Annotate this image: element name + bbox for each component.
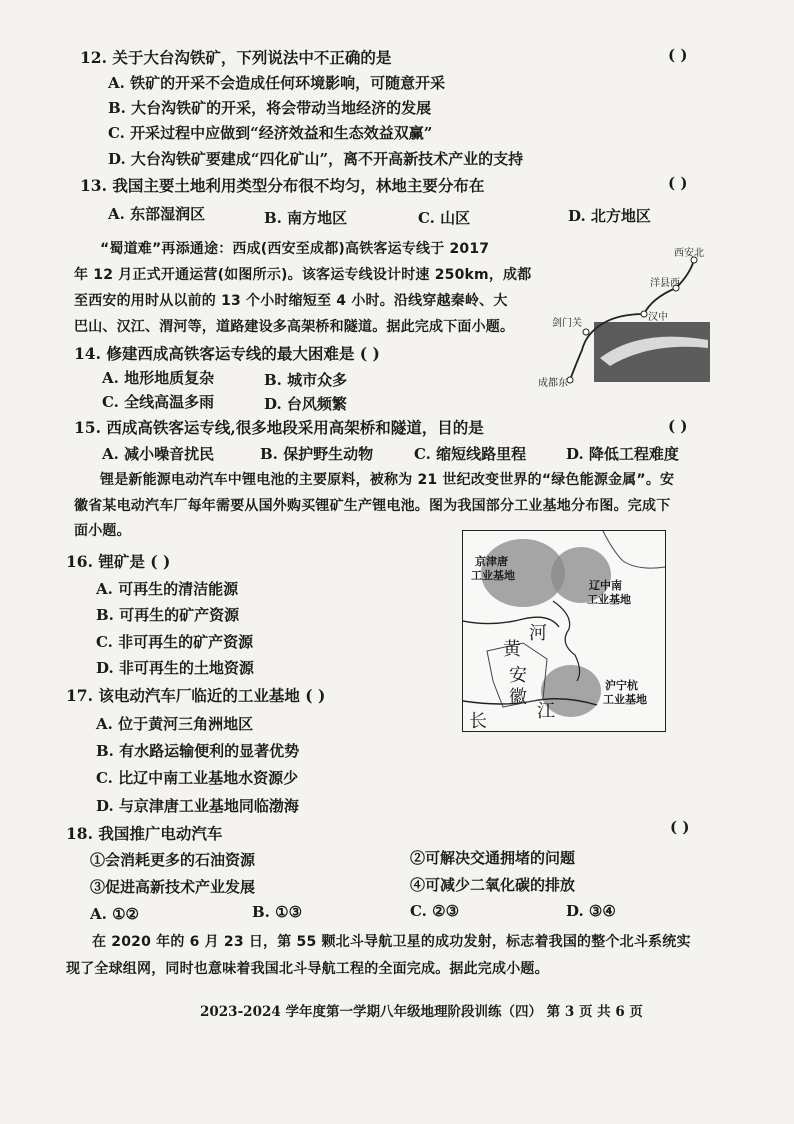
q17-stem: 17. 该电动汽车厂临近的工业基地 ( ) [66,686,326,705]
liaozhongnan-base-label: 工业基地 [587,593,631,606]
q13-option-b[interactable]: B. 南方地区 [264,209,348,227]
q12-option-d[interactable]: D. 大台沟铁矿要建成“四化矿山”，离不开高新技术产业的支持 [108,150,524,168]
q15-stem: 15. 西成高铁客运专线,很多地段采用高架桥和隧道，目的是 [74,418,484,437]
railway-map-svg [530,238,730,388]
station-dot-jianmen [583,329,589,335]
q14-stem: 14. 修建西成高铁客运专线的最大困难是 ( ) [74,344,380,363]
q18-item-1: ①会消耗更多的石油资源 [90,851,256,869]
q18-option-c[interactable]: C. ②③ [410,902,460,920]
q15-option-a[interactable]: A. 减小噪音扰民 [102,445,215,463]
q12-option-a[interactable]: A. 铁矿的开采不会造成任何环境影响，可随意开采 [108,74,446,92]
q12-option-c[interactable]: C. 开采过程中应做到“经济效益和生态效益双赢” [108,124,433,142]
q12-answer-bracket[interactable]: ( ) [668,46,688,64]
q18-stem: 18. 我国推广电动汽车 [66,824,223,843]
jingjintang-base-label: 工业基地 [471,569,515,582]
q17-option-d[interactable]: D. 与京津唐工业基地同临渤海 [96,797,299,815]
q18-option-a[interactable]: A. ①② [90,905,139,923]
liaozhongnan-label: 辽中南 [589,579,622,592]
station-label-yangxian: 洋县西 [650,278,680,289]
q14-option-c[interactable]: C. 全线高温多雨 [102,393,215,411]
q17-option-c[interactable]: C. 比辽中南工业基地水资源少 [96,769,299,787]
passage1-line-1: “蜀道难”再添通途：西成(西安至成都)高铁客运专线于 2017 [100,241,490,257]
q13-option-c[interactable]: C. 山区 [418,209,471,227]
q16-stem: 16. 锂矿是 ( ) [66,552,171,571]
station-label-xian: 西安北 [674,248,704,259]
passage1-line-3: 至西安的用时从以前的 13 个小时缩短至 4 小时。沿线穿越秦岭、大 [74,293,508,309]
page-footer: 2023-2024 学年度第一学期八年级地理阶段训练（四） 第 3 页 共 6 页 [200,1004,643,1020]
q17-option-b[interactable]: B. 有水路运输便利的显著优势 [96,742,300,760]
q13-option-d[interactable]: D. 北方地区 [568,207,651,225]
passage2-line-2: 徽省某电动汽车厂每年需要从国外购买锂矿生产锂电池。图为我国部分工业基地分布图。完成下 [74,498,671,514]
q14-option-d[interactable]: D. 台风频繁 [264,395,347,413]
q14-option-a[interactable]: A. 地形地质复杂 [102,369,215,387]
passage1-line-4: 巴山、汉江、渭河等，道路建设多高架桥和隧道。据此完成下面小题。 [74,319,515,335]
passage3-line-1: 在 2020 年的 6 月 23 日，第 55 颗北斗导航卫星的成功发射，标志着我国的整个北斗系统实 [92,934,691,950]
q18-option-b[interactable]: B. ①③ [252,903,303,921]
q18-item-3: ③促进高新技术产业发展 [90,878,256,896]
q13-option-a[interactable]: A. 东部湿润区 [108,205,206,223]
river-char-jiang: 江 [537,701,555,722]
passage2-line-1: 锂是新能源电动汽车中锂电池的主要原料，被称为 21 世纪改变世界的“绿色能源金属”。安 [100,472,675,488]
station-label-jianmen: 剑门关 [552,318,582,329]
q12-option-b[interactable]: B. 大台沟铁矿的开采，将会带动当地经济的发展 [108,99,432,117]
railway-map [530,238,730,388]
huningkang-base-label: 工业基地 [603,693,647,706]
passage1-line-2: 年 12 月正式开通运营(如图所示)。该客运专线设计时速 250km，成都 [74,267,532,283]
station-label-hanzhong: 汉中 [648,312,668,323]
q12-stem: 12. 关于大台沟铁矿，下列说法中不正确的是 [80,48,392,67]
province-char-hui: 徽 [509,687,527,708]
q15-option-d[interactable]: D. 降低工程难度 [566,445,679,463]
q15-option-b[interactable]: B. 保护野生动物 [260,445,374,463]
q17-option-a[interactable]: A. 位于黄河三角洲地区 [96,715,254,733]
q18-item-4: ④可减少二氧化碳的排放 [410,876,576,894]
q16-option-a[interactable]: A. 可再生的清洁能源 [96,580,239,598]
q16-option-d[interactable]: D. 非可再生的土地资源 [96,659,254,677]
q18-item-2: ②可解决交通拥堵的问题 [410,849,576,867]
jingjintang-label: 京津唐 [475,555,508,568]
passage3-line-2: 现了全球组网，同时也意味着我国北斗导航工程的全面完成。据此完成小题。 [66,961,549,977]
northeast-boundary [603,531,665,568]
q15-option-c[interactable]: C. 缩短线路里程 [414,445,527,463]
q13-stem: 13. 我国主要土地利用类型分布很不均匀，林地主要分布在 [80,176,485,195]
huningkang-label: 沪宁杭 [605,679,638,692]
q18-answer-bracket[interactable]: ( ) [670,818,690,836]
river-char-he: 河 [529,623,547,644]
q16-option-b[interactable]: B. 可再生的矿产资源 [96,606,240,624]
q14-option-b[interactable]: B. 城市众多 [264,371,348,389]
province-char-an: 安 [509,665,527,686]
q18-option-d[interactable]: D. ③④ [566,902,616,920]
river-char-chang: 长 [469,711,487,732]
passage2-line-3: 面小题。 [74,523,131,539]
river-char-huang: 黄 [503,639,521,660]
q13-answer-bracket[interactable]: ( ) [668,174,688,192]
station-label-chengdu: 成都东 [538,378,568,389]
industrial-base-map [462,530,666,732]
q16-option-c[interactable]: C. 非可再生的矿产资源 [96,633,254,651]
station-dot-hanzhong [641,311,647,317]
q15-answer-bracket[interactable]: ( ) [668,417,688,435]
